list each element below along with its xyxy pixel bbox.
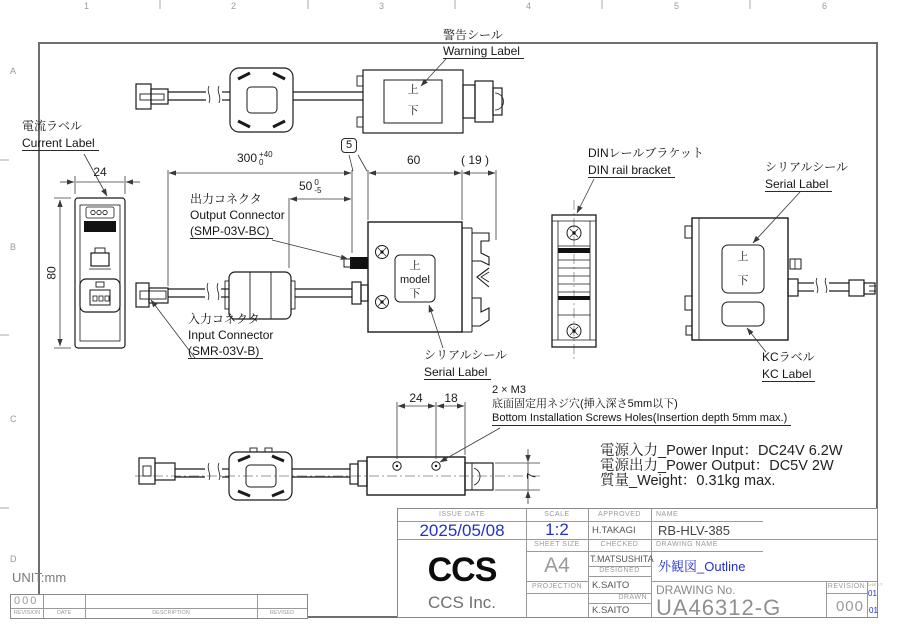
- output-connector-jp: 出力コネクタ: [190, 192, 262, 206]
- model-label-text: model: [400, 274, 430, 286]
- current-label-en: Current Label: [22, 136, 99, 151]
- revision-label: REVISION: [827, 583, 866, 590]
- view-top-plan: [136, 68, 504, 133]
- dim-cable-50: [299, 179, 321, 195]
- issue-date-value: 2025/05/08: [419, 521, 505, 540]
- bottom-holes-en: Bottom Installation Screws Holes(Insertion depth 5mm max.): [492, 411, 791, 426]
- revision-table: [10, 594, 308, 619]
- topview-up-mark: 上: [407, 84, 419, 96]
- drawing-no-label: DRAWING No.: [656, 583, 736, 597]
- name-value: RB-HLV-385: [658, 523, 731, 538]
- sheet-current: 01: [868, 589, 877, 598]
- warning-label-en: Warning Label: [443, 44, 524, 59]
- rightview-down-mark: 下: [737, 275, 749, 287]
- dim-hole-pitch-24: 24: [409, 391, 423, 405]
- model-label-up: 上: [409, 260, 421, 272]
- checked-label: CHECKED: [600, 541, 639, 548]
- grid-col-2: 2: [231, 1, 237, 11]
- drawing-no-value: UA46312-G: [656, 595, 782, 620]
- company-name: CCS Inc.: [427, 593, 497, 612]
- grid-col-3: 3: [379, 1, 385, 11]
- grid-col-1: 1: [84, 1, 90, 11]
- ccs-logo: CCS: [427, 551, 497, 589]
- kc-label-jp: KCラベル: [762, 350, 815, 364]
- scale-value: 1:2: [545, 520, 569, 539]
- spec-weight: 質量_Weight：0.31kg max.: [600, 473, 776, 489]
- dim-width-24: 24: [93, 165, 107, 179]
- topview-down-mark: 下: [407, 105, 419, 117]
- bottom-holes-jp: 底面固定用ネジ穴(挿入深さ5mm以下): [492, 398, 678, 410]
- revision-value: 000: [835, 598, 864, 615]
- dims-left-view: [54, 154, 140, 348]
- rvt-header-revised: REVISED: [269, 610, 295, 616]
- scale-label: SCALE: [544, 511, 570, 518]
- view-left-side: [75, 198, 125, 348]
- tb-divider: [588, 576, 651, 577]
- output-connector-en: Output Connector: [190, 208, 285, 222]
- dim-50-value: 50: [299, 179, 313, 193]
- title-block: [397, 508, 883, 620]
- input-connector-en: Input Connector: [188, 328, 274, 342]
- designed-label: DESIGNED: [599, 567, 640, 574]
- grid-col-5: 5: [674, 1, 680, 11]
- sheet-size-label: SHEET SIZE: [534, 541, 580, 548]
- current-label-jp: 電流ラベル: [22, 119, 83, 133]
- revision-table-value: 000: [14, 595, 39, 607]
- approved-label: APPROVED: [598, 511, 641, 518]
- input-connector-jp: 入力コネクタ: [188, 312, 260, 326]
- grid-col-6: 6: [822, 1, 828, 11]
- tb-divider: [526, 551, 588, 552]
- grid-row-c: C: [10, 414, 17, 424]
- dim-height-7: 7: [524, 472, 539, 480]
- designed-value: K.SAITO: [592, 580, 630, 591]
- input-connector-part: (SMR-03V-B): [188, 344, 263, 359]
- dim-300-tol-upper: +40: [259, 150, 273, 159]
- tb-divider: [651, 581, 877, 582]
- dim-hole-edge-18: 18: [444, 391, 458, 405]
- dim-cable-300: [237, 151, 273, 167]
- tb-divider: [526, 593, 588, 594]
- model-label-down: 下: [409, 288, 421, 300]
- rvt-divider: [11, 608, 307, 609]
- grid-row-b: B: [10, 242, 17, 252]
- view-din-bracket: [552, 200, 596, 362]
- rvt-header-date: DATE: [56, 610, 72, 616]
- drawing-name-value: 外観図_Outline: [658, 559, 746, 574]
- dim-300-tolerance: [259, 151, 273, 167]
- approved-value: H.TAKAGI: [592, 525, 636, 536]
- dim-300-value: 300: [237, 151, 258, 165]
- dim-50-tol-lower: -5: [314, 186, 322, 195]
- din-bracket-jp: DINレールブラケット: [588, 146, 704, 160]
- tb-divider: [588, 521, 651, 522]
- kc-label-en: KC Label: [762, 367, 815, 382]
- serial-label-right-jp: シリアルシール: [765, 160, 848, 174]
- tb-divider: [588, 603, 651, 604]
- dim-300-tol-lower: 0: [259, 158, 264, 167]
- serial-label-front-en: Serial Label: [424, 365, 491, 380]
- grid-row-a: A: [10, 66, 17, 76]
- view-right-side: [685, 218, 876, 340]
- dim-body-60: 60: [407, 153, 421, 167]
- warning-label-jp: 警告シール: [443, 28, 503, 42]
- grid-row-d: D: [10, 554, 17, 564]
- din-bracket-en: DIN rail bracket: [588, 163, 675, 178]
- rvt-header-revision: REVISION: [13, 610, 41, 616]
- tb-divider: [588, 551, 651, 552]
- bottom-holes-spec: 2 × M3: [492, 384, 526, 396]
- dim-50-tolerance: [314, 179, 321, 195]
- drawn-value: K.SAITO: [592, 605, 630, 616]
- projection-label: PROJECTION: [531, 583, 583, 590]
- spec-power-input: 電源入力_Power Input：DC24V 6.2W: [600, 443, 843, 459]
- dim-ref-19: ( 19 ): [461, 153, 490, 167]
- sheet-label: SHEET: [867, 582, 883, 587]
- dim-ref-5: 5: [341, 138, 357, 153]
- serial-label-right-en: Serial Label: [765, 177, 832, 192]
- rvt-header-description: DESCRIPTION: [152, 610, 190, 616]
- name-label: NAME: [656, 511, 679, 518]
- tb-divider: [651, 521, 763, 522]
- spec-power-output: 電源出力_Power Output：DC5V 2W: [600, 458, 834, 474]
- sheet-total: 01: [869, 606, 878, 615]
- sheet-size-value: A4: [544, 554, 570, 577]
- issue-date-label: ISSUE DATE: [438, 511, 486, 518]
- rightview-up-mark: 上: [737, 251, 749, 263]
- serial-label-front-jp: シリアルシール: [424, 348, 507, 362]
- drawing-name-label: DRAWING NAME: [656, 541, 718, 548]
- checked-value: T.MATSUSHITA: [590, 554, 654, 564]
- dim-height-80: 80: [44, 266, 59, 280]
- tb-divider: [526, 581, 588, 582]
- tb-divider: [651, 551, 763, 552]
- unit-label: UNIT:mm: [12, 570, 67, 585]
- tb-divider: [826, 593, 867, 594]
- grid-col-4: 4: [526, 1, 532, 11]
- dim-50-tol-upper: 0: [314, 178, 319, 187]
- output-connector-part: (SMP-03V-BC): [190, 224, 273, 239]
- view-bottom: [135, 448, 540, 500]
- drawn-label: DRAWN: [618, 594, 647, 601]
